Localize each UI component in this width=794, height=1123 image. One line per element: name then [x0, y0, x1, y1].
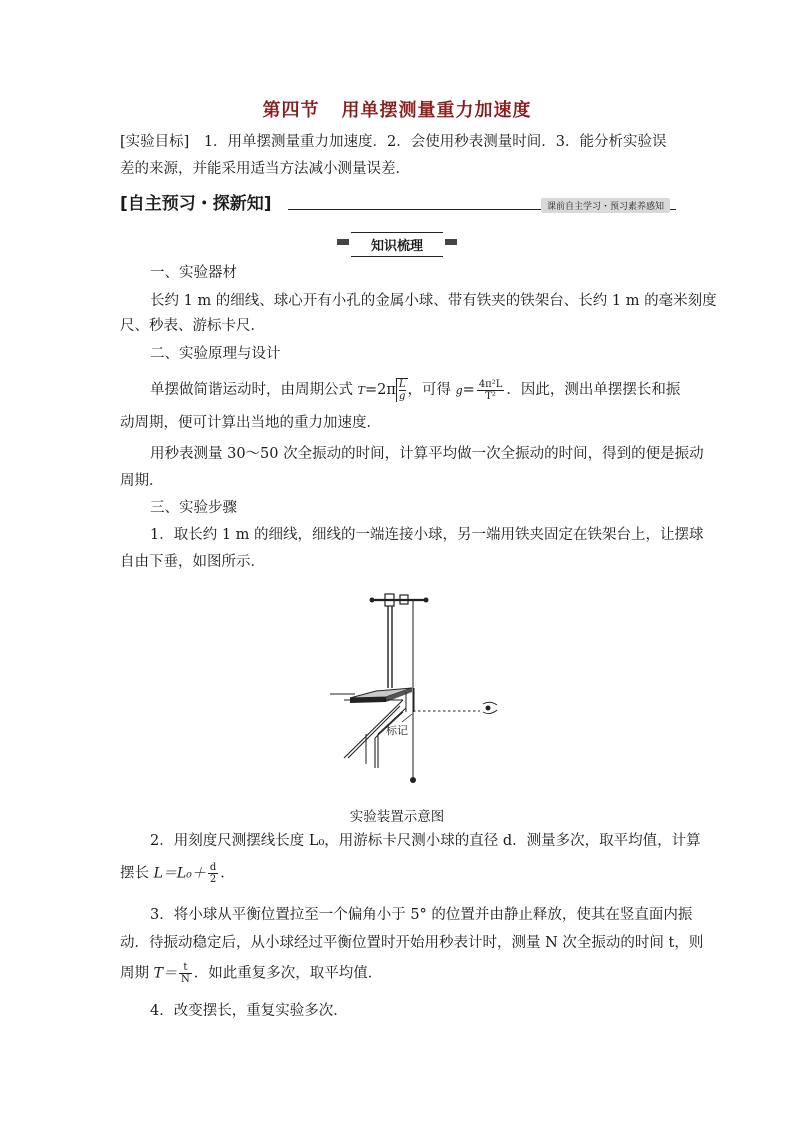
s1-line-2: 尺、秒表、游标卡尺．: [120, 318, 265, 334]
step3-pre: 周期: [120, 965, 154, 982]
step2-fraction: [208, 862, 218, 885]
s2-title: 二、实验原理与设计: [150, 346, 281, 362]
step2-formula: L＝L₀＋: [153, 865, 206, 882]
page-title: [0, 96, 794, 122]
diagram-label-mark: 标记: [386, 724, 408, 737]
step2-pre: 摆长: [120, 865, 154, 882]
s2-line-4: 周期．: [120, 473, 164, 489]
step4-line: 4．改变摆长，重复实验多次．: [150, 1003, 348, 1019]
step3-fraction: [179, 962, 192, 985]
s2-eq2: =: [462, 382, 475, 398]
figure-caption: 实验装置示意图: [349, 809, 445, 825]
step2-fraction-den: 2: [209, 874, 217, 885]
step3-line-2: 动．待振动稳定后，从小球经过平衡位置时开始用秒表计时，测量 N 次全振动的时间 t，则: [120, 935, 704, 951]
s3-title: 三、实验步骤: [150, 500, 237, 516]
g-symbol: g: [455, 384, 463, 397]
s2-formula-line: [120, 378, 706, 402]
section-number: 第四节: [262, 100, 320, 121]
heading-tag: 课前自主学习・预习素养感知: [541, 198, 670, 213]
g-fraction-den: T²: [485, 390, 496, 402]
step2-line-1: 2．用刻度尺测摆线长度 L₀，用游标卡尺测小球的直径 d．测量多次，取平均值，计算: [150, 833, 701, 849]
knowledge-badge: 知识梳理: [351, 232, 443, 257]
pendulum-apparatus-diagram: [320, 588, 520, 788]
badge-wrapper: [0, 232, 794, 257]
step1-line-1: 1．取长约 1 m 的细线，细线的一端连接小球，另一端用铁夹固定在铁架台上，让摆球: [150, 527, 704, 543]
section-heading: [自主预习・探新知]: [120, 194, 272, 214]
step2-line-2: [120, 862, 676, 885]
s1-title: 一、实验器材: [150, 265, 237, 281]
g-fraction-num: 4π²L: [478, 378, 503, 390]
step1-line-2: 自由下垂，如图所示．: [120, 554, 265, 570]
sqrt-fraction: [396, 378, 408, 402]
period-symbol: T: [357, 384, 365, 397]
s2-post: ．因此，测出单摆摆长和振: [506, 382, 681, 398]
s2-eq: =2π: [364, 382, 396, 398]
sqrt-den: g: [398, 391, 406, 402]
sqrt-num: L: [398, 379, 406, 390]
s1-line-1: 长约 1 m 的细线、球心开有小孔的金属小球、带有铁夹的铁架台、长约 1 m 的毫米刻度: [150, 293, 717, 309]
s2-line-3: 用秒表测量 30～50 次全振动的时间，计算平均做一次全振动的时间，得到的便是振动: [150, 446, 704, 462]
section-name: 用单摆测量重力加速度: [341, 100, 532, 121]
step2-fraction-num: d: [209, 862, 217, 873]
s2-line-2: 动周期，便可计算出当地的重力加速度．: [120, 415, 381, 431]
s2-mid: ，可得: [407, 382, 456, 398]
step3-line-1: 3．将小球从平衡位置拉至一个偏角小于 5° 的位置并由静止释放，使其在竖直面内振: [150, 907, 693, 923]
step3-formula: T＝: [153, 965, 177, 982]
step3-end: ．如此重复多次，取平均值．: [193, 965, 383, 982]
step3-fraction-num: t: [179, 962, 192, 974]
s2-pre: 单摆做简谐运动时，由周期公式: [150, 382, 358, 398]
step3-fraction-den: N: [180, 974, 190, 985]
g-fraction: [477, 379, 505, 402]
objectives-line-2: 差的来源，并能采用适当方法减小测量误差．: [120, 161, 410, 177]
section-heading-bar: [120, 189, 676, 213]
step3-line-3: [120, 962, 676, 985]
step2-end: ．: [220, 865, 235, 882]
objectives-line-1: [实验目标] 1．用单摆测量重力加速度．2．会使用秒表测量时间．3．能分析实验误: [120, 134, 667, 150]
